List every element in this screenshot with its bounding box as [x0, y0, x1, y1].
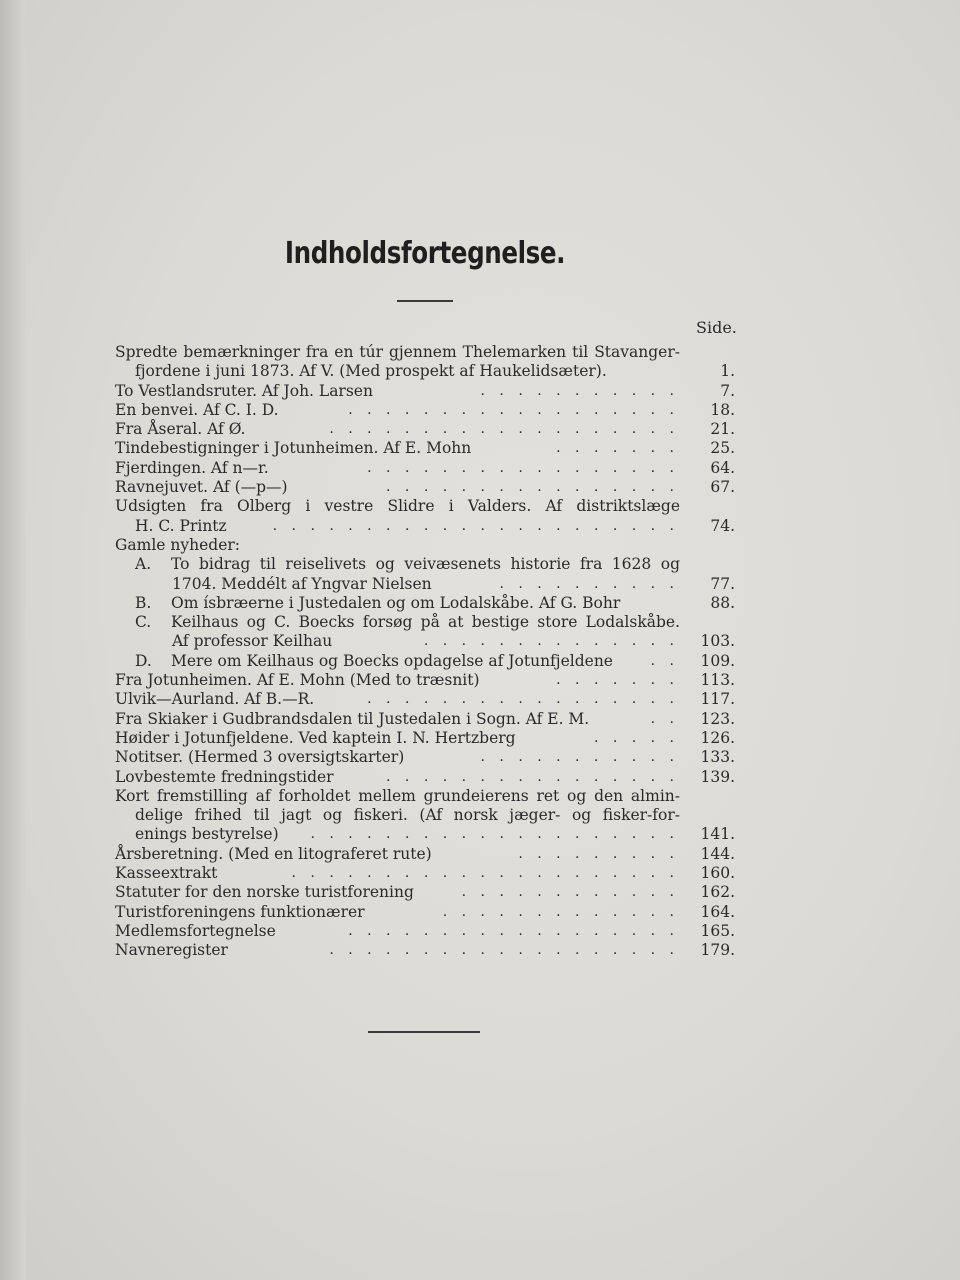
page-number: 113.: [700, 671, 735, 690]
toc-line: B. Om ísbræerne i Justedalen og om Lodalskåbe. Af G. Bohr 88.: [135, 593, 735, 612]
toc-line: Kasseextrakt . . . . . . . . . . . . . . . . . . . . . 160.: [115, 864, 735, 883]
page-number: 1.: [720, 362, 735, 381]
toc-line: Statuter for den norske turistforening . . . . . . . . . . . . 162.: [115, 883, 735, 902]
leader-dots: . . . . . . .: [556, 672, 679, 689]
leader-dots: . . . . . . . . . .: [499, 575, 679, 592]
side-column-label: Side.: [696, 318, 737, 337]
toc-line: En benvei. Af C. I. D. . . . . . . . . . . . . . . . . . . 18.: [115, 400, 735, 419]
toc-line: Spredte bemærkninger fra en túr gjennem Thelemarken til Stavanger-: [115, 343, 680, 361]
toc-line: Fra Jotunheimen. Af E. Mohn (Med to træsnit) . . . . . . . 113.: [115, 671, 735, 690]
toc-line: Kort fremstilling af forholdet mellem grundeierens ret og den almin-: [115, 786, 680, 805]
leader-dots: . . . . . . . . . . . . . . . . . . .: [329, 421, 679, 438]
toc-line: Fra Skiaker i Gudbrandsdalen til Justedalen i Sogn. Af E. M. . . 123.: [115, 709, 735, 728]
page-number: 144.: [700, 844, 735, 863]
toc-line: delige frihed til jagt og fiskeri. (Af norsk jæger- og fisker-for-: [135, 806, 680, 825]
leader-dots: . . . . . . .: [556, 440, 679, 457]
leader-dots: . . . . . . . . .: [518, 845, 679, 862]
toc-line: fjordene i juni 1873. Af V. (Med prospekt af Haukelidsæter). 1.: [135, 362, 735, 381]
toc-line: D. Mere om Keilhaus og Boecks opdagelse af Jotunfjeldene . . 109.: [135, 651, 735, 670]
page-number: 25.: [710, 439, 735, 458]
page-number: 139.: [700, 767, 735, 786]
toc-line: Medlemsfortegnelse . . . . . . . . . . . . . . . . . . 165.: [115, 921, 735, 940]
toc-line: C. Keilhaus og C. Boecks forsøg på at bestige store Lodalskåbe.: [135, 613, 680, 632]
page-number: 7.: [720, 381, 735, 400]
page-number: 103.: [700, 632, 735, 651]
page-number: 126.: [700, 728, 735, 747]
toc-line: To Vestlandsruter. Af Joh. Larsen . . . . . . . . . . . 7.: [115, 381, 735, 400]
toc-line: Lovbestemte fredningstider . . . . . . . . . . . . . . . . 139.: [115, 767, 735, 786]
page-number: 21.: [710, 420, 735, 439]
leader-dots: . . . . . . . . . . . . . . . . .: [367, 691, 679, 708]
page-number: 133.: [700, 748, 735, 767]
table-of-contents: [115, 343, 735, 961]
page-number: 64.: [710, 458, 735, 477]
leader-dots: . .: [650, 710, 679, 727]
toc-line: Af professor Keilhau . . . . . . . . . . . . . . 103.: [172, 632, 735, 651]
page-spine-shadow: [0, 0, 26, 1280]
toc-line: Fra Åseral. Af Ø. . . . . . . . . . . . . . . . . . . . 21.: [115, 420, 735, 439]
page-number: 141.: [700, 825, 735, 844]
leader-dots: . . . . . . . . . . . . . . . .: [386, 768, 679, 785]
toc-line: Årsberetning. (Med en litograferet rute) . . . . . . . . . 144.: [115, 844, 735, 863]
closing-rule: [368, 1031, 480, 1033]
leader-dots: . . . . . . . . . . .: [480, 382, 679, 399]
page-number: 109.: [700, 651, 735, 670]
leader-dots: . . . . . . . . . . . . . . . . . . . . .: [291, 865, 679, 882]
toc-line: Tindebestigninger i Jotunheimen. Af E. Mohn . . . . . . . 25.: [115, 439, 735, 458]
page-number: 117.: [700, 690, 735, 709]
page-number: 162.: [700, 883, 735, 902]
leader-dots: . . . . . . . . . . . . .: [442, 903, 679, 920]
toc-line: enings bestyrelse) . . . . . . . . . . . . . . . . . . . . 141.: [135, 825, 735, 844]
page-number: 18.: [710, 400, 735, 419]
toc-line: A. To bidrag til reiselivets og veivæsenets historie fra 1628 og: [135, 555, 680, 574]
leader-dots: . . . . . . . . . . .: [480, 749, 679, 766]
leader-dots: . . . . . . . . . . . . . .: [423, 633, 679, 650]
page-number: 74.: [710, 516, 735, 535]
page-number: 67.: [710, 478, 735, 497]
title-rule: [397, 300, 453, 302]
toc-line: Notitser. (Hermed 3 oversigtskarter) . . . . . . . . . . . 133.: [115, 748, 735, 767]
leader-dots: . . . . . . . . . . . . . . . . .: [367, 459, 679, 476]
page-number: 77.: [710, 574, 735, 593]
toc-line: Fjerdingen. Af n—r. . . . . . . . . . . . . . . . . . 64.: [115, 458, 735, 477]
toc-line: Turistforeningens funktionærer . . . . . . . . . . . . . 164.: [115, 902, 735, 921]
leader-dots: . . . . . . . . . . . .: [461, 884, 679, 901]
page-number: 160.: [700, 864, 735, 883]
toc-line: Udsigten fra Olberg i vestre Slidre i Valders. Af distriktslæge: [115, 497, 680, 516]
toc-line: Høider i Jotunfjeldene. Ved kaptein I. N. Hertzberg . . . . . 126.: [115, 728, 735, 747]
leader-dots: . . . . . . . . . . . . . . . . . . . . . .: [272, 517, 679, 534]
leader-dots: . . . . . . . . . . . . . . . . . . . .: [310, 826, 679, 843]
page-title: Indholdsfortegnelse.: [284, 236, 566, 271]
leader-dots: . . . . . . . . . . . . . . . . . .: [348, 922, 679, 939]
toc-line: Ulvik—Aurland. Af B.—R. . . . . . . . . . . . . . . . . . 117.: [115, 690, 735, 709]
leader-dots: . .: [650, 652, 679, 669]
page-number: 179.: [700, 941, 735, 960]
leader-dots: . . . . . . . . . . . . . . . . . . .: [329, 942, 679, 959]
page-number: 123.: [700, 709, 735, 728]
toc-line: Navneregister . . . . . . . . . . . . . . . . . . . 179.: [115, 941, 735, 960]
leader-dots: . . . . . . . . . . . . . . . .: [386, 479, 679, 496]
toc-line: H. C. Printz . . . . . . . . . . . . . . . . . . . . . . 74.: [135, 516, 735, 535]
toc-line: Gamle nyheder:: [115, 535, 240, 554]
page-number: 164.: [700, 902, 735, 921]
leader-dots: . . . . .: [593, 729, 679, 746]
toc-line: Ravnejuvet. Af (—p—) . . . . . . . . . . . . . . . . 67.: [115, 478, 735, 497]
page-number: 165.: [700, 921, 735, 940]
page-number: 88.: [710, 593, 735, 612]
toc-line: 1704. Meddélt af Yngvar Nielsen . . . . . . . . . . 77.: [172, 574, 735, 593]
leader-dots: . . . . . . . . . . . . . . . . . .: [348, 401, 679, 418]
